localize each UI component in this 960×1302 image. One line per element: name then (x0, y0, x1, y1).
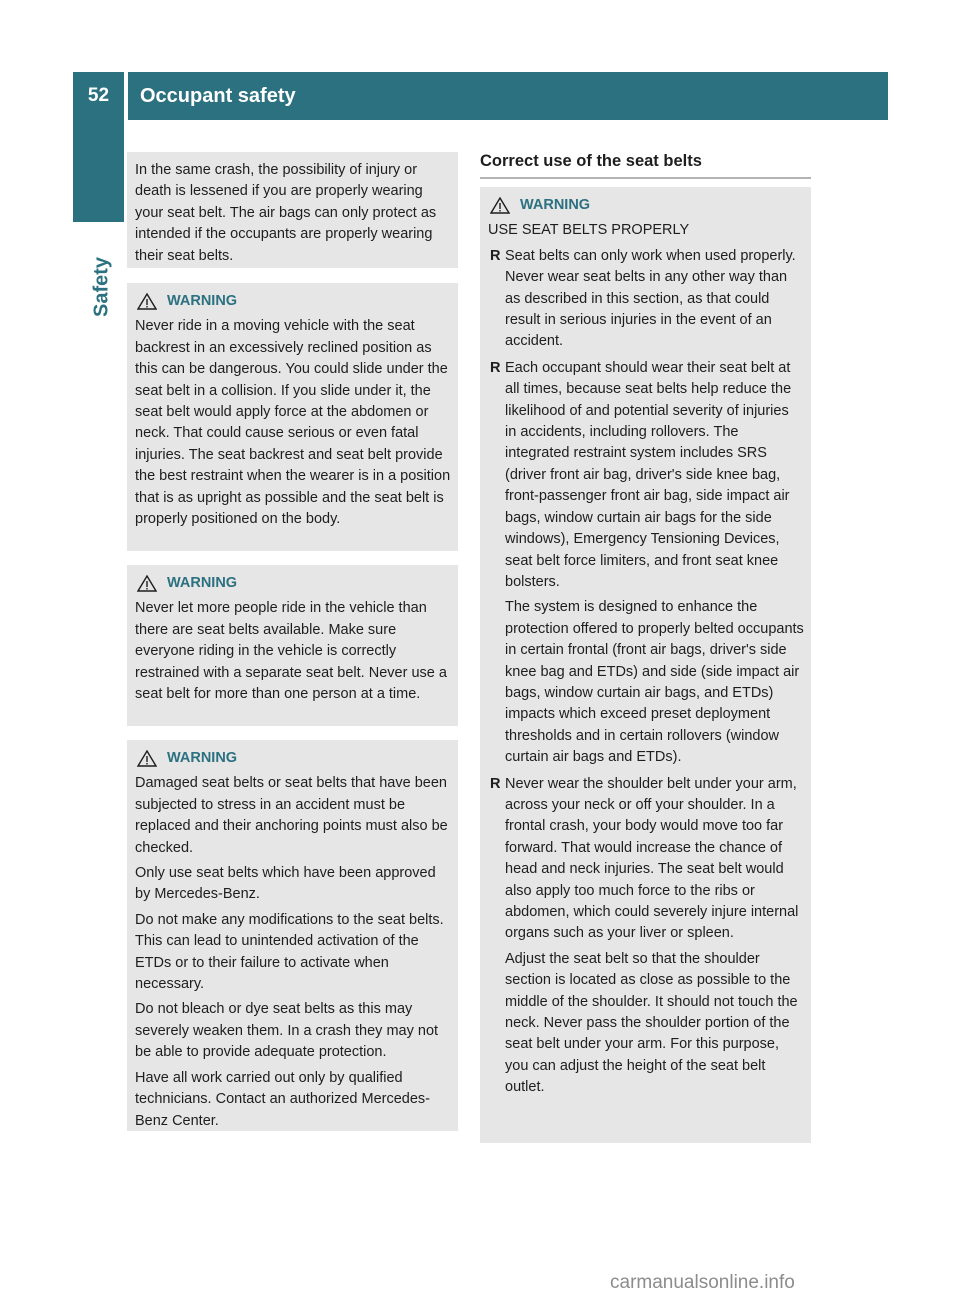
bullet-text: Seat belts can only work when used properly. Never wear seat belts in any other way than as described in this section, as that could result in serious injuries in the event of an accident. (505, 247, 796, 350)
warning-triangle-icon (490, 197, 510, 214)
sidebar-label-text: Safety (90, 256, 113, 318)
warning-header (135, 748, 451, 769)
warning-label: WARNING (520, 197, 591, 213)
warning-paragraph: Do not make any modifications to the seat belts. This can lead to unintended activation of the ETDs or to their failure to activate when necessary. (135, 911, 444, 993)
header-divider (124, 72, 128, 120)
warning-subtitle: USE SEAT BELTS PROPERLY (488, 222, 690, 239)
warning-header (135, 573, 451, 594)
bullet-list (488, 246, 804, 1099)
bullet-text: Each occupant should wear their seat belt at all times, because seat belts help reduce the likelihood of and potential severity of injuries in accidents, including rollovers. The integrated restraint system includes SRS (driver front air bag, driver's side knee bag, front-passenger front air bag, side impact air bags, window curtain air bags for the side windows), Emergency Tensioning Devices, seat belt force limiters, and front seat knee bolsters. (505, 359, 792, 590)
bullet-marker: R (490, 359, 501, 376)
warning-box-seat-belt-use (480, 187, 811, 1143)
warning-paragraph: Damaged seat belts or seat belts that have been subjected to stress in an accident must be replaced and their anchoring points must also be checked. (135, 775, 448, 856)
warning-header (488, 195, 804, 216)
warning-box-damaged-belts (127, 740, 458, 1131)
watermark-text: carmanualsonline.info (610, 1272, 795, 1293)
warning-box-occupant-count (127, 565, 458, 726)
bullet-marker: R (490, 775, 501, 792)
page-number: 52 (87, 85, 110, 106)
intro-text: In the same crash, the possibility of injury or death is lessened if you are properly wearing your seat belt. The air bags can only protect as intended if the occupants are properly wearing their seat belts. (135, 162, 437, 264)
intro-box (127, 152, 458, 268)
bullet-marker: R (490, 247, 501, 264)
sidebar-color-block (73, 120, 124, 222)
bullet-text: Never wear the shoulder belt under your arm, across your neck or off your shoulder. In a frontal crash, your body would move too far forward. That would increase the chance of head and neck injuries. The seat belt would also apply too much force to the ribs or abdomen, which could severely injure internal organs such as your liver or spleen. (505, 775, 799, 942)
page-title: Occupant safety (140, 85, 296, 107)
list-item (488, 774, 804, 1099)
warning-box-reclined-seat (127, 283, 458, 551)
warning-text: Never ride in a moving vehicle with the seat backrest in an excessively reclined position as this can be dangerous. You could slide under the seat belt in a collision. If you slide under it, the seat belt would apply force at the abdomen or neck. That could cause serious or even fatal injuries. The seat backrest and seat belt provide the best restraint when the wearer is in a position that is as upright as possible and the seat belt is properly positioned on the body. (135, 318, 451, 528)
warning-triangle-icon (137, 750, 157, 767)
bullet-text: Adjust the seat belt so that the shoulder section is located as close as possible to the middle of the shoulder. It should not touch the neck. Never pass the shoulder portion of the seat belt under your arm. For this purpose, you can adjust the height of the seat belt outlet. (505, 950, 798, 1096)
section-divider (480, 177, 811, 179)
list-item (488, 246, 804, 353)
warning-label: WARNING (167, 750, 238, 766)
warning-paragraph: Only use seat belts which have been approved by Mercedes-Benz. (135, 865, 436, 903)
warning-triangle-icon (137, 293, 157, 310)
warning-triangle-icon (137, 575, 157, 592)
sidebar-section-label (78, 232, 126, 342)
warning-paragraph: Have all work carried out only by qualified technicians. Contact an authorized Mercedes-Benz Center. (135, 1069, 430, 1129)
bullet-text: The system is designed to enhance the protection offered to properly belted occupants in certain frontal (front air bags, driver's side knee bag and ETDs) and side (side impact air bags, window curtain air bags, and ETDs) impacts which exceed preset deployment thresholds and in certain rollovers (window curtain air bags and ETDs). (505, 599, 804, 766)
list-item (488, 358, 804, 769)
warning-label: WARNING (167, 575, 238, 591)
warning-label: WARNING (167, 293, 238, 309)
warning-header (135, 291, 451, 312)
page-header (73, 72, 888, 120)
warning-text: Never let more people ride in the vehicle than there are seat belts available. Make sure everyone riding in the vehicle is correctly restrained with a separate seat belt. Never use a seat belt for more than one person at a time. (135, 600, 447, 703)
warning-paragraph: Do not bleach or dye seat belts as this may severely weaken them. In a crash they may not be able to provide adequate protection. (135, 1001, 439, 1061)
section-title: Correct use of the seat belts (480, 152, 702, 170)
